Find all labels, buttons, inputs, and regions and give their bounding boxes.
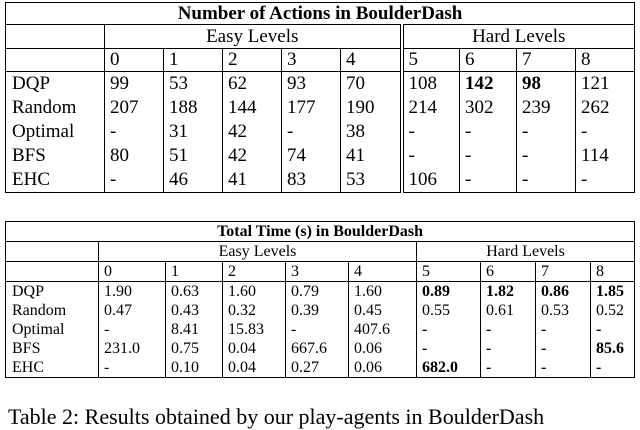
table-title: Number of Actions in BoulderDash (6, 3, 635, 25)
table-cell: - (402, 120, 460, 144)
table-cell: 83 (282, 168, 341, 193)
table-cell: 0.27 (286, 358, 349, 378)
table-cell: 0.45 (349, 301, 417, 320)
table-cell: 53 (164, 72, 223, 97)
table-cell: 144 (223, 96, 282, 120)
row-label: DQP (6, 282, 99, 302)
table-cell: 99 (105, 72, 164, 97)
table-cell: 98 (517, 72, 576, 97)
table-title: Total Time (s) in BoulderDash (6, 222, 635, 242)
table-cell: 114 (576, 144, 635, 168)
table-cell: 190 (341, 96, 402, 120)
table-cell: 0.47 (99, 301, 166, 320)
level-header: 1 (164, 49, 223, 72)
table-cell: 262 (576, 96, 635, 120)
table-cell: 85.6 (591, 339, 635, 358)
table-cell: - (481, 358, 536, 378)
level-header: 7 (536, 262, 591, 282)
table-cell: 53 (341, 168, 402, 193)
table-cell: - (402, 144, 460, 168)
table-cell: 108 (402, 72, 460, 97)
table-cell: - (517, 120, 576, 144)
table-cell: - (460, 144, 517, 168)
table-cell: - (536, 358, 591, 378)
table-cell: - (460, 168, 517, 193)
table-cell: 0.86 (536, 282, 591, 302)
table-cell: 8.41 (166, 320, 223, 339)
level-header: 0 (99, 262, 166, 282)
table-cell: - (591, 358, 635, 378)
table-cell: 1.60 (223, 282, 286, 302)
table-cell: 42 (223, 144, 282, 168)
table-cell: 62 (223, 72, 282, 97)
table-cell: 0.79 (286, 282, 349, 302)
hard-levels-header: Hard Levels (402, 25, 635, 49)
table-cell: - (286, 320, 349, 339)
easy-levels-header: Easy Levels (218, 243, 297, 260)
table-cell: 667.6 (286, 339, 349, 358)
level-header: 7 (517, 49, 576, 72)
table-cell: 1.85 (591, 282, 635, 302)
table-caption: Table 2: Results obtained by our play-agents in BoulderDash (8, 404, 545, 429)
level-header: 3 (282, 49, 341, 72)
table-cell: 0.52 (591, 301, 635, 320)
easy-levels-header: Easy Levels (206, 26, 299, 47)
hard-levels-header: Hard Levels (417, 242, 635, 262)
row-label: BFS (6, 144, 105, 168)
level-header: 0 (105, 49, 164, 72)
corner-cell (6, 262, 99, 282)
table-cell: - (417, 320, 481, 339)
row-label: Random (6, 301, 99, 320)
table-cell: 0.53 (536, 301, 591, 320)
table-cell: 0.39 (286, 301, 349, 320)
table-cell: 0.04 (223, 339, 286, 358)
table-cell: 31 (164, 120, 223, 144)
table-cell: - (105, 168, 164, 193)
table-cell: 0.10 (166, 358, 223, 378)
table-cell: - (282, 120, 341, 144)
level-header: 4 (349, 262, 417, 282)
row-label: EHC (6, 168, 105, 193)
table-cell: 302 (460, 96, 517, 120)
table-cell: 42 (223, 120, 282, 144)
row-label: EHC (6, 358, 99, 378)
table-cell: 0.61 (481, 301, 536, 320)
table-cell: - (591, 320, 635, 339)
level-header: 4 (341, 49, 402, 72)
table-cell: 15.83 (223, 320, 286, 339)
table-cell: 0.06 (349, 339, 417, 358)
time-table (5, 221, 635, 378)
table-cell: 80 (105, 144, 164, 168)
table-cell: 188 (164, 96, 223, 120)
table-cell: 0.55 (417, 301, 481, 320)
table-cell: 0.32 (223, 301, 286, 320)
table-cell: - (517, 168, 576, 193)
table-cell: - (99, 320, 166, 339)
table-cell: - (481, 320, 536, 339)
table-cell: - (536, 320, 591, 339)
table-cell: - (517, 144, 576, 168)
table-cell: 0.04 (223, 358, 286, 378)
level-header: 1 (166, 262, 223, 282)
level-header: 6 (481, 262, 536, 282)
table-cell: 51 (164, 144, 223, 168)
table-cell: - (417, 339, 481, 358)
table-cell: 70 (341, 72, 402, 97)
table-cell: 177 (282, 96, 341, 120)
table-cell: 0.75 (166, 339, 223, 358)
level-header: 8 (591, 262, 635, 282)
actions-table (5, 2, 635, 193)
table-cell: 38 (341, 120, 402, 144)
corner-cell (6, 49, 105, 72)
row-label: Random (6, 96, 105, 120)
table-cell: - (481, 339, 536, 358)
level-header: 2 (223, 49, 282, 72)
table-cell: 106 (402, 168, 460, 193)
table-cell: 41 (223, 168, 282, 193)
table-cell: 0.43 (166, 301, 223, 320)
level-header: 6 (460, 49, 517, 72)
table-cell: 1.60 (349, 282, 417, 302)
table-cell: 93 (282, 72, 341, 97)
table-cell: - (460, 120, 517, 144)
table-cell: 682.0 (417, 358, 481, 378)
level-header: 8 (576, 49, 635, 72)
corner-cell (6, 242, 99, 262)
row-label: DQP (6, 72, 105, 97)
table-cell: - (576, 168, 635, 193)
table-cell: 142 (460, 72, 517, 97)
row-label: BFS (6, 339, 99, 358)
corner-cell (6, 25, 105, 49)
table-cell: 41 (341, 144, 402, 168)
row-label: Optimal (6, 320, 99, 339)
table-cell: 1.82 (481, 282, 536, 302)
table-cell: 239 (517, 96, 576, 120)
level-header: 2 (223, 262, 286, 282)
table-cell: - (99, 358, 166, 378)
table-cell: 407.6 (349, 320, 417, 339)
level-header: 5 (402, 49, 460, 72)
level-header: 3 (286, 262, 349, 282)
table-cell: 0.06 (349, 358, 417, 378)
table-cell: 207 (105, 96, 164, 120)
table-cell: 0.89 (417, 282, 481, 302)
table-cell: 214 (402, 96, 460, 120)
table-cell: - (576, 120, 635, 144)
level-header: 5 (417, 262, 481, 282)
table-cell: 74 (282, 144, 341, 168)
table-cell: - (536, 339, 591, 358)
table-cell: 121 (576, 72, 635, 97)
table-cell: 231.0 (99, 339, 166, 358)
row-label: Optimal (6, 120, 105, 144)
table-cell: 46 (164, 168, 223, 193)
table-cell: - (105, 120, 164, 144)
table-cell: 1.90 (99, 282, 166, 302)
table-cell: 0.63 (166, 282, 223, 302)
